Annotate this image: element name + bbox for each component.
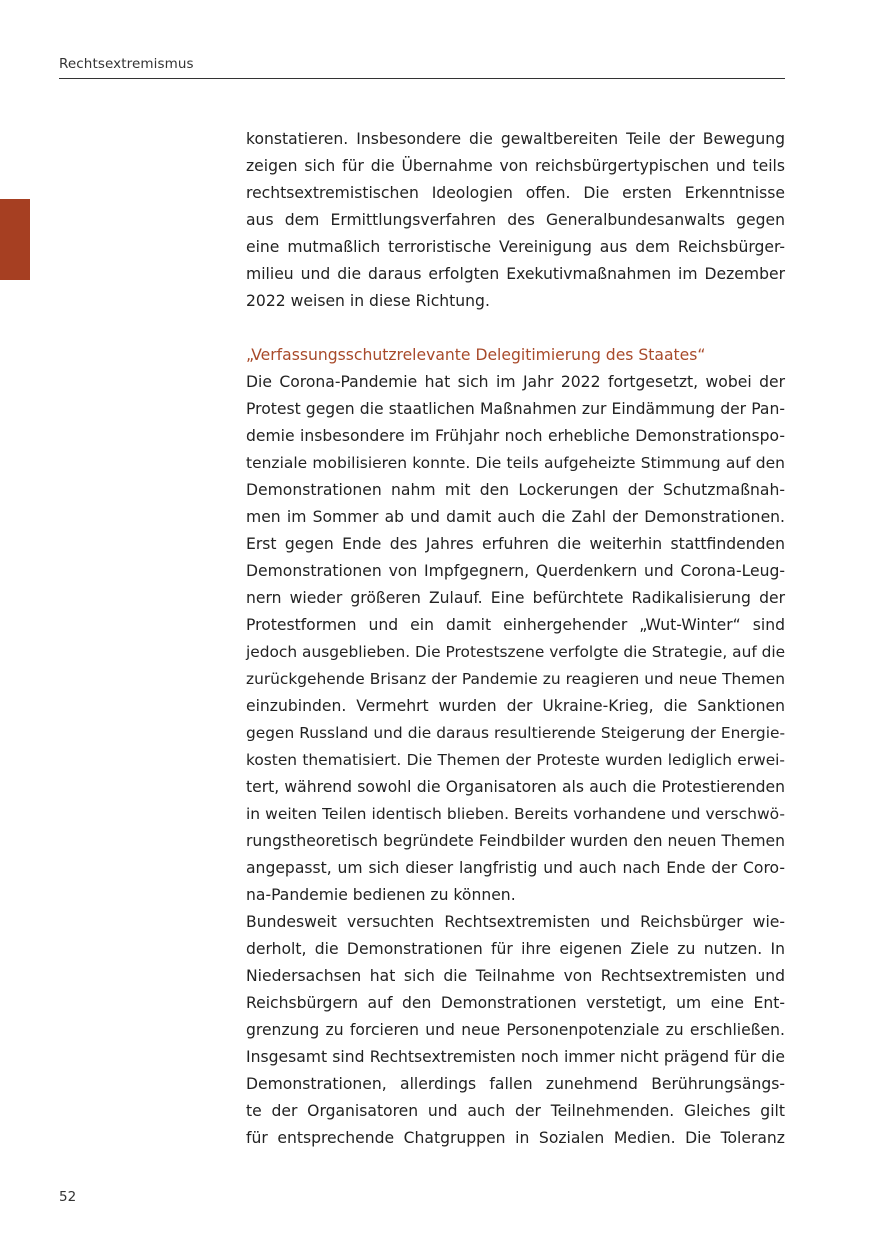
paragraph: [246, 909, 785, 1152]
text-line: milieu und die daraus erfolgten Exekutivmaßnahmen im Dezember: [246, 265, 785, 283]
text-line: eine mutmaßlich terroristische Vereinigung aus dem Reichsbürger-: [246, 238, 785, 256]
text-line: für entsprechende Chatgruppen in Sozialen Medien. Die Toleranz: [246, 1129, 785, 1147]
text-line: tenziale mobilisieren konnte. Die teils aufgeheizte Stimmung auf den: [246, 454, 785, 472]
text-line: angepasst, um sich dieser langfristig und auch nach Ende der Coro-: [246, 859, 785, 877]
text-line: rungstheoretisch begründete Feindbilder wurden den neuen Themen: [246, 832, 785, 850]
text-line: Demonstrationen von Impfgegnern, Querdenkern und Corona-Leug-: [246, 562, 785, 580]
text-line: jedoch ausgeblieben. Die Protestszene verfolgte die Strategie, auf die: [246, 643, 786, 661]
text-line: grenzung zu forcieren und neue Personenpotenziale zu erschließen.: [246, 1021, 785, 1039]
chapter-marker: [0, 199, 30, 280]
body-text: [246, 126, 785, 1152]
text-line: Niedersachsen hat sich die Teilnahme von Rechtsextremisten und: [246, 967, 785, 985]
text-line: men im Sommer ab und damit auch die Zahl der Demonstrationen.: [246, 508, 785, 526]
header-rule: [59, 78, 785, 79]
text-line: Die Corona-Pandemie hat sich im Jahr 2022 fortgesetzt, wobei der: [246, 373, 785, 391]
running-header: Rechtsextremismus: [59, 56, 194, 72]
text-line: aus dem Ermittlungsverfahren des Generalbundesanwalts gegen: [246, 211, 785, 229]
text-line: konstatieren. Insbesondere die gewaltbereiten Teile der Bewegung: [246, 130, 785, 148]
text-line: te der Organisatoren und auch der Teilnehmenden. Gleiches gilt: [246, 1102, 785, 1120]
text-line: Demonstrationen nahm mit den Lockerungen der Schutzmaßnah-: [246, 481, 785, 499]
text-line: in weiten Teilen identisch blieben. Bereits vorhandene und verschwö-: [246, 805, 785, 823]
text-line: Protestformen und ein damit einhergehender „Wut-Winter“ sind: [246, 616, 785, 634]
text-line: zeigen sich für die Übernahme von reichsbürgertypischen und teils: [246, 157, 785, 175]
text-line: Reichsbürgern auf den Demonstrationen verstetigt, um eine Ent-: [246, 994, 785, 1012]
text-line: demie insbesondere im Frühjahr noch erhebliche Demonstrationspo-: [246, 427, 785, 445]
text-line: Erst gegen Ende des Jahres erfuhren die weiterhin stattfindenden: [246, 535, 785, 553]
page-number: 52: [59, 1189, 77, 1205]
text-line: rechtsextremistischen Ideologien offen. Die ersten Erkenntnisse: [246, 184, 785, 202]
text-line: nern wieder größeren Zulauf. Eine befürchtete Radikalisierung der: [246, 589, 785, 607]
paragraph-gap: [246, 315, 785, 342]
section-heading: „Verfassungsschutzrelevante Delegitimierung des Staates“: [246, 346, 706, 364]
paragraph: [246, 126, 785, 315]
text-line: Protest gegen die staatlichen Maßnahmen zur Eindämmung der Pan-: [246, 400, 785, 418]
text-line: Insgesamt sind Rechtsextremisten noch immer nicht prägend für die: [246, 1048, 785, 1066]
text-line: tert, während sowohl die Organisatoren als auch die Protestierenden: [246, 778, 785, 796]
text-line: Demonstrationen, allerdings fallen zunehmend Berührungsängs-: [246, 1075, 785, 1093]
text-line: Bundesweit versuchten Rechtsextremisten und Reichsbürger wie-: [246, 913, 785, 931]
text-line: zurückgehende Brisanz der Pandemie zu reagieren und neue Themen: [246, 670, 785, 688]
text-line: na-Pandemie bedienen zu können.: [246, 886, 516, 904]
text-line: kosten thematisiert. Die Themen der Proteste wurden lediglich erwei-: [246, 751, 785, 769]
paragraph: [246, 369, 785, 909]
text-line: gegen Russland und die daraus resultierende Steigerung der Energie-: [246, 724, 785, 742]
text-line: derholt, die Demonstrationen für ihre eigenen Ziele zu nutzen. In: [246, 940, 785, 958]
text-line: einzubinden. Vermehrt wurden der Ukraine-Krieg, die Sanktionen: [246, 697, 785, 715]
text-line: 2022 weisen in diese Richtung.: [246, 292, 490, 310]
